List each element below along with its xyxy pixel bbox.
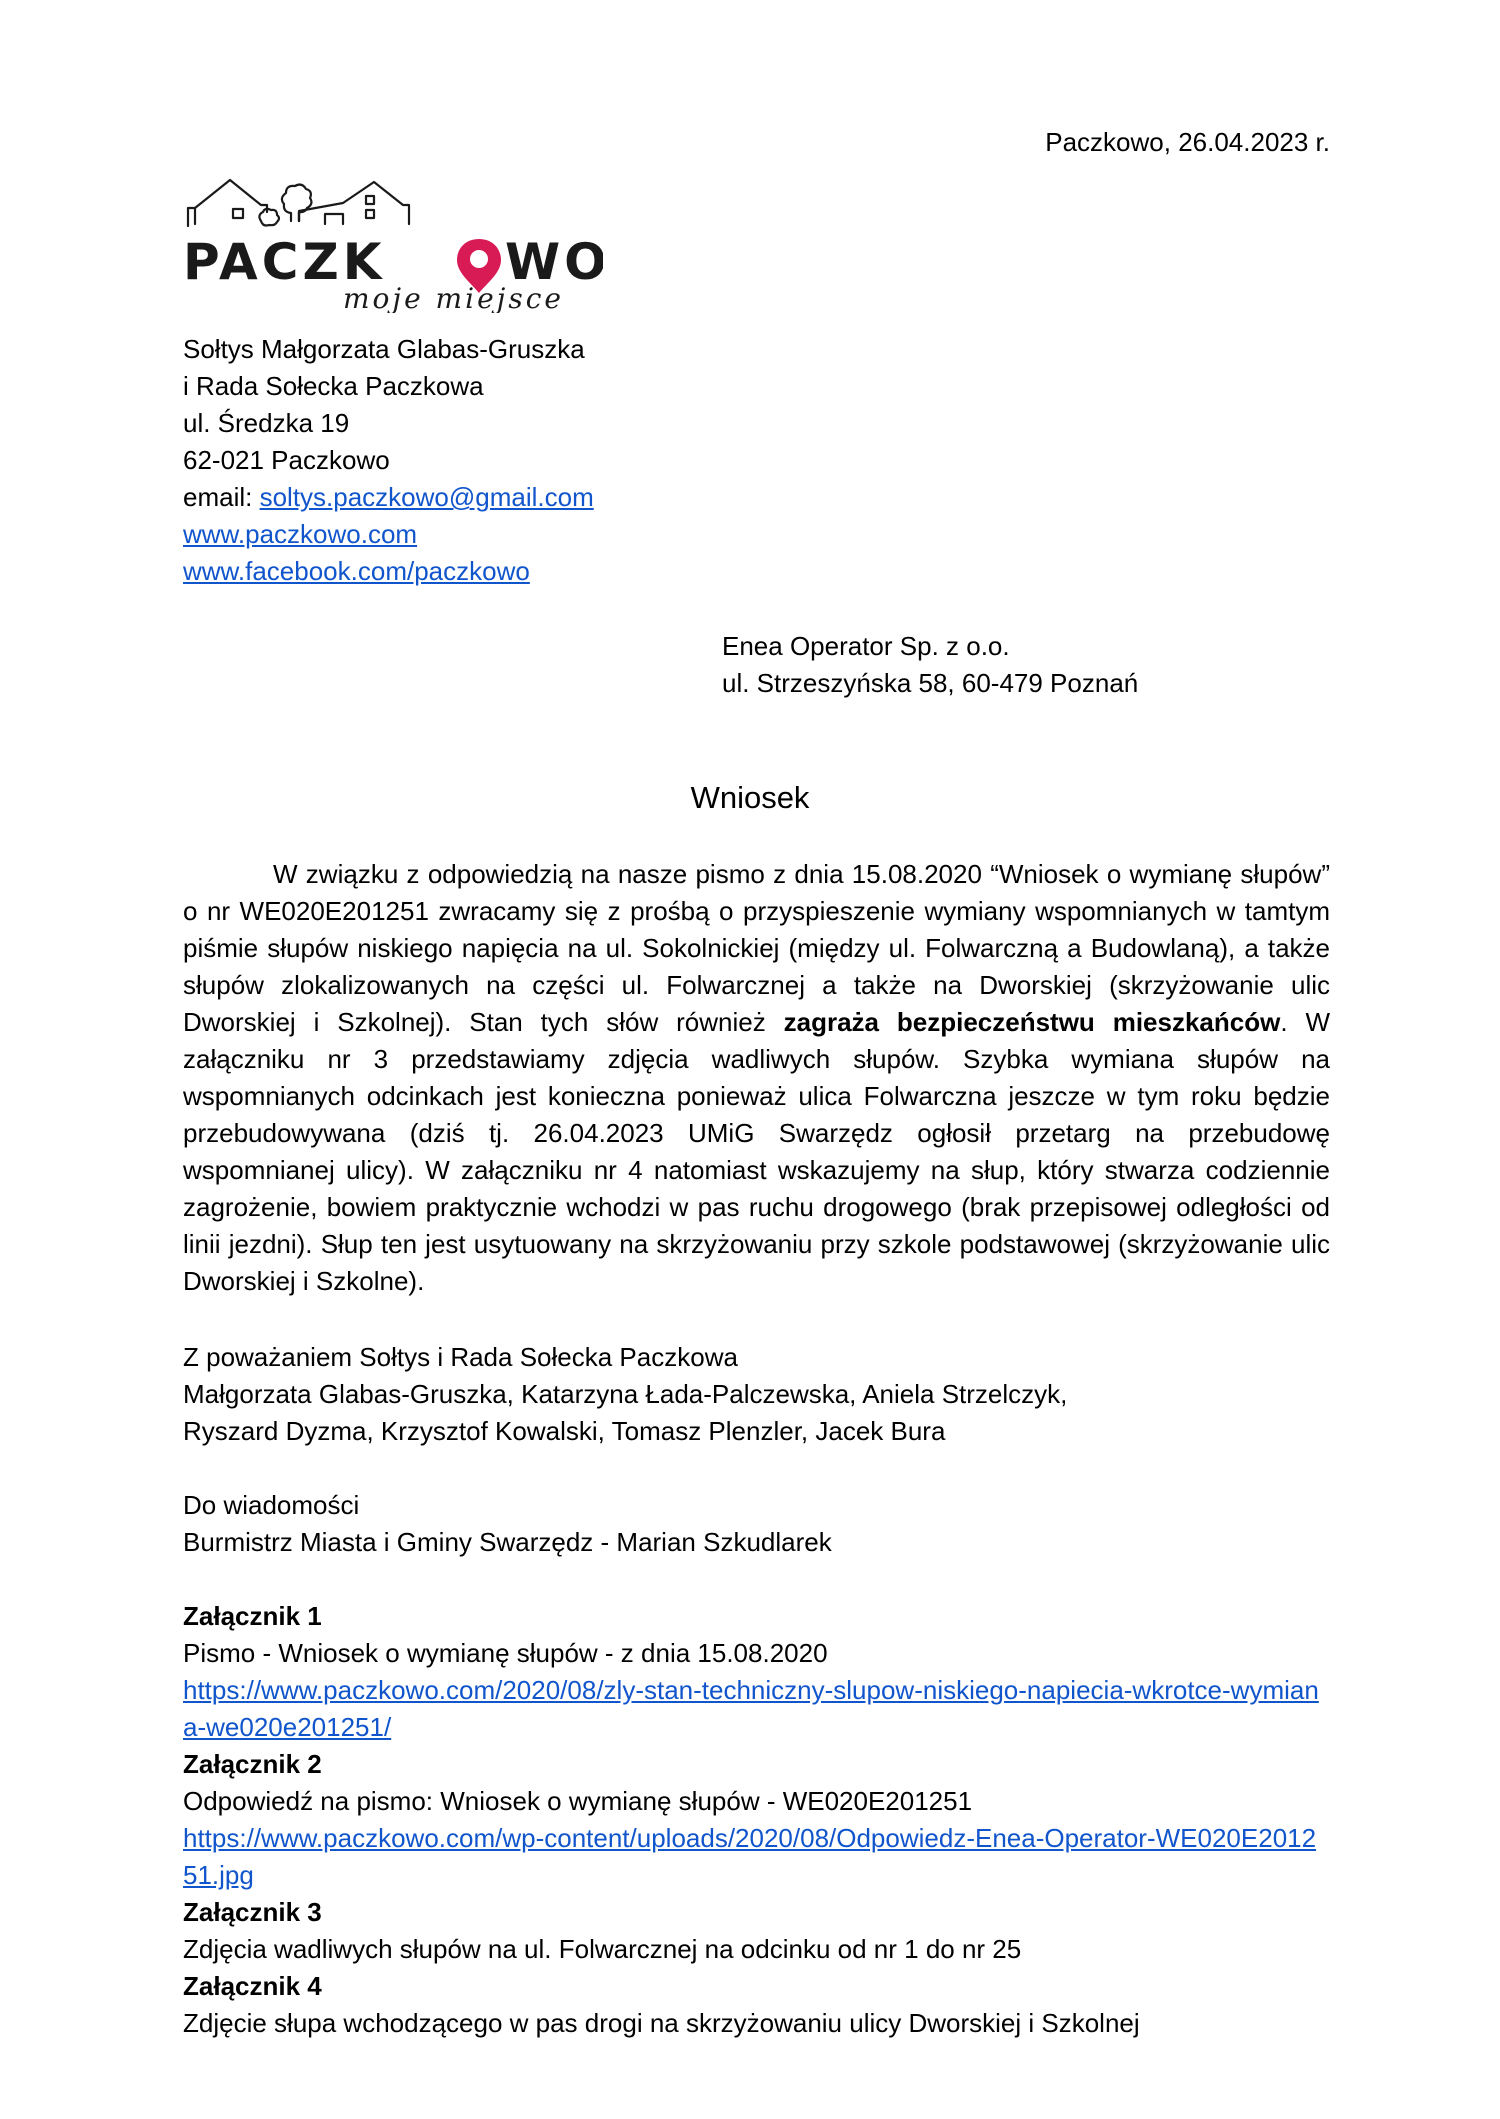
attachments-list [183,1598,1330,2042]
document-title: Wniosek [690,780,810,815]
email-link[interactable]: soltys.paczkowo@gmail.com [259,482,594,512]
recipient-block [722,628,1138,702]
body-text-part1: W związku z odpowiedzią na nasze pismo z dnia 15.08.2020 “Wniosek o wymianę słupów” o nr WE020E201251 zwracamy się z prośbą o przyspieszenie wymiany wspomnianych w tamtym piśmie słupów niskiego napięcia na ul. Sokolnickiej (między ul. Folwarczną a Budowlaną), a także słupów zlokalizowanych na części ul. Folwarcznej a także na Dworskiej (skrzyżowanie ulic Dworskiej i Szkolnej). Stan tych słów również [183,859,1330,1037]
attachment-item [183,1746,1330,1894]
attachment-title: Załącznik 2 [183,1749,322,1779]
svg-text:WO: WO [505,233,603,291]
attachment-description: Pismo - Wniosek o wymianę słupów - z dnia 15.08.2020 [183,1638,828,1668]
closing-block [183,1339,1067,1450]
attachment-item [183,1968,1330,2042]
attachment-link[interactable]: https://www.paczkowo.com/2020/08/zly-stan-techniczny-slupow-niskiego-napiecia-wkrotce-wymiana-we020e201251/ [183,1675,1319,1742]
svg-text:moje miejsce: moje miejsce [343,282,564,313]
body-text-part2: . W załączniku nr 3 przedstawiamy zdjęcia wadliwych słupów. Szybka wymiana słupów na wspomnianych odcinkach jest konieczna ponieważ ulica Folwarczna jeszcze w tym roku będzie przebudowywana (dziś tj. 26.04.2023 UMiG Swarzędz ogłosił przetarg na przebudowę wspomnianej ulicy). W załączniku nr 4 natomiast wskazujemy na słup, który stwarza codziennie zagrożenie, bowiem praktycznie wchodzi w pas ruchu drogowego (brak przepisowej odległości od linii jezdni). Słup ten jest usytuowany na skrzyżowaniu przy szkole podstawowej (skrzyżowanie ulic Dworskiej i Szkolne). [183,1007,1330,1296]
signatories-line: Ryszard Dyzma, Krzysztof Kowalski, Tomasz Plenzler, Jacek Bura [183,1416,946,1446]
body-paragraph [183,856,1330,1300]
village-houses-icon [183,163,603,313]
attachment-title: Załącznik 4 [183,1971,322,2001]
wordmark [183,233,603,313]
recipient-name: Enea Operator Sp. z o.o. [722,631,1010,661]
website-link[interactable]: www.paczkowo.com [183,519,418,549]
email-label: email: [183,482,260,512]
attachment-title: Załącznik 1 [183,1601,322,1631]
cc-label: Do wiadomości [183,1490,360,1520]
signatories-line: Małgorzata Glabas-Gruszka, Katarzyna Łada-Palczewska, Aniela Strzelczyk, [183,1379,1068,1409]
sender-line: ul. Średzka 19 [183,408,350,438]
attachment-link[interactable]: https://www.paczkowo.com/wp-content/uploads/2020/08/Odpowiedz-Enea-Operator-WE020E201251.jpg [183,1823,1317,1890]
cc-block [183,1487,832,1561]
sender-line: 62-021 Paczkowo [183,445,390,475]
attachment-description: Odpowiedź na pismo: Wniosek o wymianę słupów - WE020E201251 [183,1786,973,1816]
paczkowo-logo [183,163,603,313]
recipient-address: ul. Strzeszyńska 58, 60-479 Poznań [722,668,1139,698]
body-text-bold: zagraża bezpieczeństwu mieszkańców [783,1007,1281,1037]
closing-greeting: Z poważaniem Sołtys i Rada Sołecka Paczkowa [183,1342,738,1372]
sender-line: Sołtys Małgorzata Glabas-Gruszka [183,334,585,364]
facebook-link[interactable]: www.facebook.com/paczkowo [183,556,530,586]
attachment-description: Zdjęcia wadliwych słupów na ul. Folwarcznej na odcinku od nr 1 do nr 25 [183,1934,1022,1964]
attachment-item [183,1598,1330,1746]
attachment-title: Załącznik 3 [183,1897,322,1927]
date-line: Paczkowo, 26.04.2023 r. [1045,127,1330,157]
sender-line: i Rada Sołecka Paczkowa [183,371,484,401]
attachment-description: Zdjęcie słupa wchodzącego w pas drogi na skrzyżowaniu ulicy Dworskiej i Szkolnej [183,2008,1140,2038]
attachment-item [183,1894,1330,1968]
cc-recipient: Burmistrz Miasta i Gminy Swarzędz - Marian Szkudlarek [183,1527,832,1557]
sender-block [183,331,594,590]
svg-text:PACZK: PACZK [183,233,386,291]
sender-email-line [183,479,594,516]
